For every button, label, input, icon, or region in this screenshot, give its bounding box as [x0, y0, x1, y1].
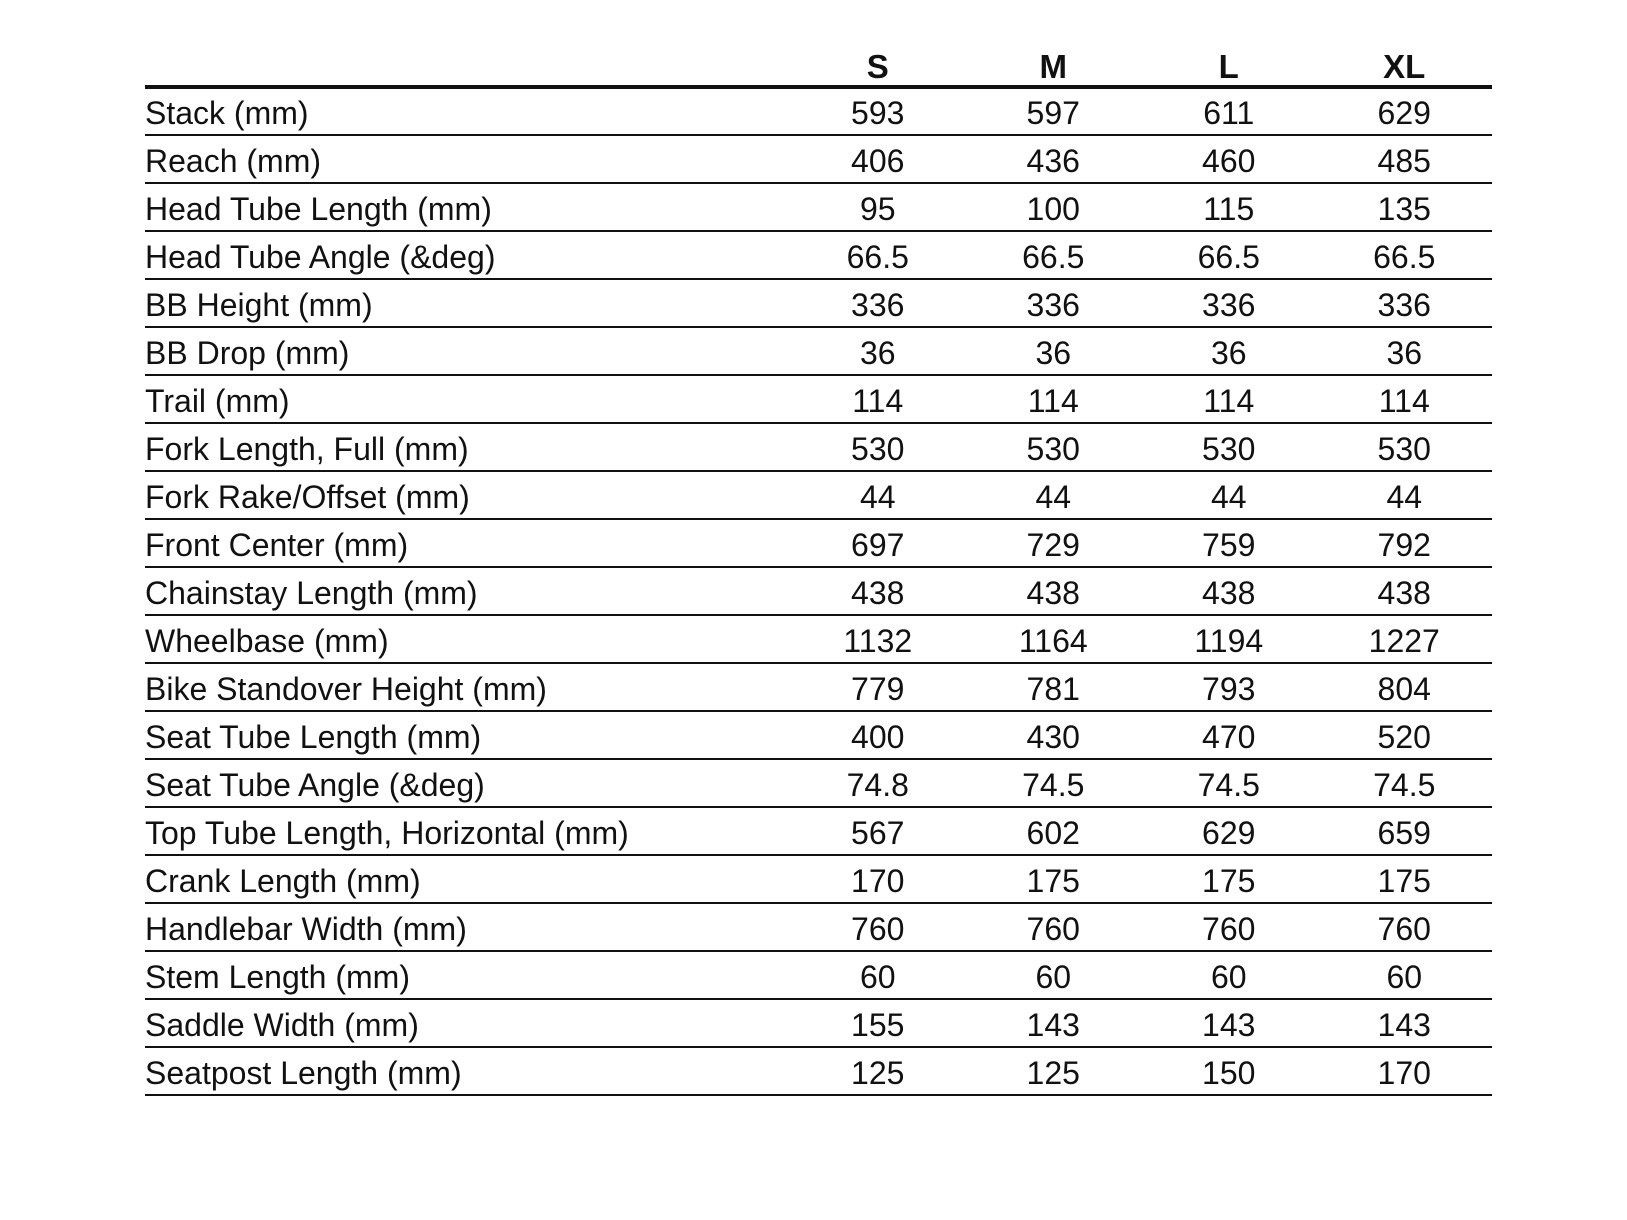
- table-cell-value: 597: [966, 87, 1142, 135]
- row-label: Stem Length (mm): [145, 951, 790, 999]
- table-cell-value: 44: [790, 471, 966, 519]
- table-cell-value: 530: [790, 423, 966, 471]
- table-cell-value: 438: [790, 567, 966, 615]
- table-cell-value: 66.5: [1141, 231, 1317, 279]
- table-cell-value: 760: [966, 903, 1142, 951]
- table-cell-value: 336: [1317, 279, 1493, 327]
- table-row: [145, 327, 1492, 375]
- table-cell-value: 779: [790, 663, 966, 711]
- row-label: Head Tube Angle (&deg): [145, 231, 790, 279]
- row-label: Fork Rake/Offset (mm): [145, 471, 790, 519]
- row-label: Front Center (mm): [145, 519, 790, 567]
- table-cell-value: 100: [966, 183, 1142, 231]
- table-cell-value: 114: [966, 375, 1142, 423]
- table-cell-value: 1132: [790, 615, 966, 663]
- size-column-header: S: [866, 48, 889, 85]
- table-cell-value: 400: [790, 711, 966, 759]
- table-row: [145, 183, 1492, 231]
- table-cell-value: 175: [966, 855, 1142, 903]
- table-cell-value: 74.5: [966, 759, 1142, 807]
- table-cell-value: 804: [1317, 663, 1493, 711]
- table-cell-value: 143: [1317, 999, 1493, 1047]
- table-row: [145, 519, 1492, 567]
- table-cell-value: 143: [966, 999, 1142, 1047]
- table-row: [145, 903, 1492, 951]
- table-cell-value: 66.5: [790, 231, 966, 279]
- row-label: Fork Length, Full (mm): [145, 423, 790, 471]
- table-body: [145, 87, 1492, 1095]
- table-cell-value: 95: [790, 183, 966, 231]
- row-label: Chainstay Length (mm): [145, 567, 790, 615]
- table-cell-value: 530: [1317, 423, 1493, 471]
- table-cell-value: 74.5: [1141, 759, 1317, 807]
- table-cell-value: 125: [790, 1047, 966, 1095]
- table-cell-value: 438: [1141, 567, 1317, 615]
- table-cell-value: 114: [790, 375, 966, 423]
- table-cell-value: 760: [1141, 903, 1317, 951]
- table-cell-value: 114: [1141, 375, 1317, 423]
- table-row: [145, 951, 1492, 999]
- table-cell-value: 659: [1317, 807, 1493, 855]
- row-label: BB Drop (mm): [145, 327, 790, 375]
- table-cell-value: 629: [1141, 807, 1317, 855]
- table-cell-value: 44: [1141, 471, 1317, 519]
- table-cell-value: 436: [966, 135, 1142, 183]
- table-row: [145, 375, 1492, 423]
- table-row: [145, 471, 1492, 519]
- row-label: Trail (mm): [145, 375, 790, 423]
- table-cell-value: 438: [1317, 567, 1493, 615]
- table-row: [145, 1047, 1492, 1095]
- table-cell-value: 115: [1141, 183, 1317, 231]
- table-row: [145, 855, 1492, 903]
- table-cell-value: 60: [790, 951, 966, 999]
- table-cell-value: 336: [966, 279, 1142, 327]
- header-label-cell: [145, 38, 790, 87]
- table-row: [145, 135, 1492, 183]
- size-column-header: XL: [1383, 48, 1426, 85]
- table-cell-value: 36: [1141, 327, 1317, 375]
- table-cell-value: 530: [966, 423, 1142, 471]
- table-cell-value: 336: [1141, 279, 1317, 327]
- geometry-table: [145, 38, 1492, 1096]
- table-cell-value: 60: [1141, 951, 1317, 999]
- table-cell-value: 1164: [966, 615, 1142, 663]
- table-cell-value: 114: [1317, 375, 1493, 423]
- table-cell-value: 1194: [1141, 615, 1317, 663]
- table-cell-value: 793: [1141, 663, 1317, 711]
- table-cell-value: 36: [1317, 327, 1493, 375]
- table-row: [145, 567, 1492, 615]
- table-cell-value: 66.5: [966, 231, 1142, 279]
- row-label: Wheelbase (mm): [145, 615, 790, 663]
- table-cell-value: 125: [966, 1047, 1142, 1095]
- table-cell-value: 697: [790, 519, 966, 567]
- row-label: Top Tube Length, Horizontal (mm): [145, 807, 790, 855]
- table-cell-value: 150: [1141, 1047, 1317, 1095]
- table-cell-value: 729: [966, 519, 1142, 567]
- table-cell-value: 36: [790, 327, 966, 375]
- row-label: Head Tube Length (mm): [145, 183, 790, 231]
- table-row: [145, 231, 1492, 279]
- row-label: BB Height (mm): [145, 279, 790, 327]
- table-cell-value: 760: [790, 903, 966, 951]
- table-cell-value: 760: [1317, 903, 1493, 951]
- size-column-header: L: [1218, 48, 1239, 85]
- row-label: Bike Standover Height (mm): [145, 663, 790, 711]
- table-row: [145, 999, 1492, 1047]
- table-cell-value: 74.5: [1317, 759, 1493, 807]
- row-label: Handlebar Width (mm): [145, 903, 790, 951]
- row-label: Seat Tube Angle (&deg): [145, 759, 790, 807]
- row-label: Reach (mm): [145, 135, 790, 183]
- table-cell-value: 155: [790, 999, 966, 1047]
- table-cell-value: 567: [790, 807, 966, 855]
- table-cell-value: 406: [790, 135, 966, 183]
- table-cell-value: 60: [966, 951, 1142, 999]
- table-row: [145, 279, 1492, 327]
- table-row: [145, 87, 1492, 135]
- table-cell-value: 629: [1317, 87, 1493, 135]
- table-cell-value: 36: [966, 327, 1142, 375]
- table-row: [145, 663, 1492, 711]
- table-cell-value: 485: [1317, 135, 1493, 183]
- table-row: [145, 711, 1492, 759]
- table-cell-value: 1227: [1317, 615, 1493, 663]
- table-cell-value: 336: [790, 279, 966, 327]
- table-cell-value: 60: [1317, 951, 1493, 999]
- table-cell-value: 66.5: [1317, 231, 1493, 279]
- table-cell-value: 611: [1141, 87, 1317, 135]
- table-cell-value: 175: [1317, 855, 1493, 903]
- row-label: Stack (mm): [145, 87, 790, 135]
- table-cell-value: 781: [966, 663, 1142, 711]
- table-cell-value: 520: [1317, 711, 1493, 759]
- row-label: Seat Tube Length (mm): [145, 711, 790, 759]
- table-cell-value: 143: [1141, 999, 1317, 1047]
- row-label: Saddle Width (mm): [145, 999, 790, 1047]
- table-cell-value: 430: [966, 711, 1142, 759]
- table-cell-value: 438: [966, 567, 1142, 615]
- table-cell-value: 44: [1317, 471, 1493, 519]
- header-row: [145, 38, 1492, 87]
- table-cell-value: 593: [790, 87, 966, 135]
- table-cell-value: 135: [1317, 183, 1493, 231]
- table-cell-value: 170: [790, 855, 966, 903]
- table-cell-value: 792: [1317, 519, 1493, 567]
- row-label: Crank Length (mm): [145, 855, 790, 903]
- table-cell-value: 175: [1141, 855, 1317, 903]
- table-cell-value: 460: [1141, 135, 1317, 183]
- table-row: [145, 423, 1492, 471]
- table-cell-value: 74.8: [790, 759, 966, 807]
- table-row: [145, 807, 1492, 855]
- table-cell-value: 44: [966, 471, 1142, 519]
- table-cell-value: 759: [1141, 519, 1317, 567]
- table-cell-value: 530: [1141, 423, 1317, 471]
- size-column-header: M: [1039, 48, 1067, 85]
- table-row: [145, 759, 1492, 807]
- table-cell-value: 470: [1141, 711, 1317, 759]
- table-row: [145, 615, 1492, 663]
- table-cell-value: 170: [1317, 1047, 1493, 1095]
- row-label: Seatpost Length (mm): [145, 1047, 790, 1095]
- table-header: [145, 38, 1492, 87]
- table-cell-value: 602: [966, 807, 1142, 855]
